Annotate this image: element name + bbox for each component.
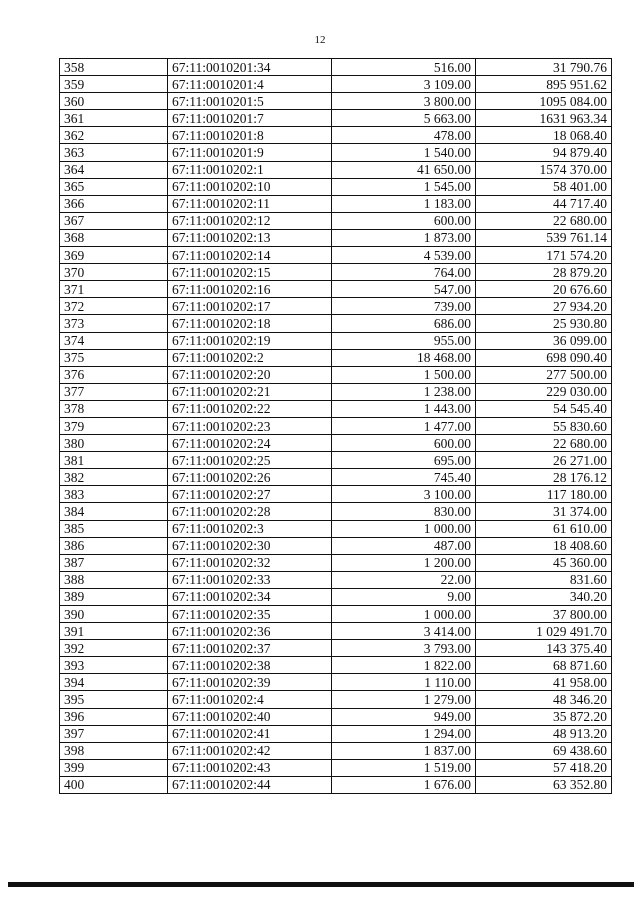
value-cell: 1095 084.00 [476, 93, 612, 110]
value-cell: 26 271.00 [476, 452, 612, 469]
table-row [60, 725, 612, 742]
table-row [60, 435, 612, 452]
value-cell: 1631 963.34 [476, 110, 612, 127]
table-row [60, 674, 612, 691]
value-cell: 35 872.20 [476, 708, 612, 725]
bottom-rule [8, 882, 634, 887]
cadastral-number-cell: 67:11:0010202:39 [168, 674, 332, 691]
area-cell: 22.00 [332, 571, 476, 588]
area-cell: 547.00 [332, 281, 476, 298]
table-row [60, 76, 612, 93]
cadastral-number-cell: 67:11:0010202:3 [168, 520, 332, 537]
value-cell: 22 680.00 [476, 212, 612, 229]
value-cell: 37 800.00 [476, 606, 612, 623]
value-cell: 117 180.00 [476, 486, 612, 503]
area-cell: 1 200.00 [332, 554, 476, 571]
cadastral-number-cell: 67:11:0010202:18 [168, 315, 332, 332]
row-number-cell: 377 [60, 383, 168, 400]
row-number-cell: 400 [60, 776, 168, 793]
row-number-cell: 388 [60, 571, 168, 588]
value-cell: 36 099.00 [476, 332, 612, 349]
cadastral-number-cell: 67:11:0010202:15 [168, 264, 332, 281]
value-cell: 68 871.60 [476, 657, 612, 674]
table-row [60, 247, 612, 264]
table-row [60, 537, 612, 554]
value-cell: 44 717.40 [476, 195, 612, 212]
cadastral-number-cell: 67:11:0010202:14 [168, 247, 332, 264]
value-cell: 55 830.60 [476, 417, 612, 434]
row-number-cell: 385 [60, 520, 168, 537]
cadastral-number-cell: 67:11:0010201:5 [168, 93, 332, 110]
cadastral-number-cell: 67:11:0010202:10 [168, 178, 332, 195]
cadastral-number-cell: 67:11:0010201:4 [168, 76, 332, 93]
area-cell: 9.00 [332, 588, 476, 605]
cadastral-number-cell: 67:11:0010202:35 [168, 606, 332, 623]
value-cell: 22 680.00 [476, 435, 612, 452]
cadastral-number-cell: 67:11:0010202:21 [168, 383, 332, 400]
cadastral-number-cell: 67:11:0010202:25 [168, 452, 332, 469]
value-cell: 28 176.12 [476, 469, 612, 486]
value-cell: 20 676.60 [476, 281, 612, 298]
table-row [60, 264, 612, 281]
cadastral-number-cell: 67:11:0010202:40 [168, 708, 332, 725]
table-row [60, 229, 612, 246]
value-cell: 27 934.20 [476, 298, 612, 315]
area-cell: 600.00 [332, 435, 476, 452]
table-row [60, 571, 612, 588]
area-cell: 1 279.00 [332, 691, 476, 708]
value-cell: 18 068.40 [476, 127, 612, 144]
table-row [60, 144, 612, 161]
cadastral-number-cell: 67:11:0010202:12 [168, 212, 332, 229]
row-number-cell: 371 [60, 281, 168, 298]
row-number-cell: 361 [60, 110, 168, 127]
row-number-cell: 380 [60, 435, 168, 452]
table-row [60, 657, 612, 674]
table-row [60, 640, 612, 657]
row-number-cell: 379 [60, 417, 168, 434]
row-number-cell: 363 [60, 144, 168, 161]
row-number-cell: 374 [60, 332, 168, 349]
value-cell: 48 913.20 [476, 725, 612, 742]
value-cell: 1574 370.00 [476, 161, 612, 178]
value-cell: 28 879.20 [476, 264, 612, 281]
area-cell: 1 540.00 [332, 144, 476, 161]
area-cell: 1 676.00 [332, 776, 476, 793]
table-row [60, 554, 612, 571]
value-cell: 54 545.40 [476, 400, 612, 417]
row-number-cell: 367 [60, 212, 168, 229]
table-row [60, 161, 612, 178]
cadastral-number-cell: 67:11:0010202:34 [168, 588, 332, 605]
cadastral-number-cell: 67:11:0010202:23 [168, 417, 332, 434]
area-cell: 600.00 [332, 212, 476, 229]
value-cell: 229 030.00 [476, 383, 612, 400]
area-cell: 3 414.00 [332, 623, 476, 640]
row-number-cell: 365 [60, 178, 168, 195]
cadastral-number-cell: 67:11:0010202:2 [168, 349, 332, 366]
cadastral-number-cell: 67:11:0010202:42 [168, 742, 332, 759]
value-cell: 831.60 [476, 571, 612, 588]
value-cell: 171 574.20 [476, 247, 612, 264]
table-row [60, 623, 612, 640]
value-cell: 895 951.62 [476, 76, 612, 93]
table-row [60, 417, 612, 434]
area-cell: 830.00 [332, 503, 476, 520]
row-number-cell: 366 [60, 195, 168, 212]
area-cell: 1 519.00 [332, 759, 476, 776]
row-number-cell: 381 [60, 452, 168, 469]
table-row [60, 332, 612, 349]
table-row [60, 383, 612, 400]
value-cell: 31 790.76 [476, 59, 612, 76]
table-row [60, 486, 612, 503]
row-number-cell: 384 [60, 503, 168, 520]
value-cell: 340.20 [476, 588, 612, 605]
table-row [60, 469, 612, 486]
row-number-cell: 386 [60, 537, 168, 554]
cadastral-number-cell: 67:11:0010202:13 [168, 229, 332, 246]
cadastral-number-cell: 67:11:0010202:20 [168, 366, 332, 383]
area-cell: 3 109.00 [332, 76, 476, 93]
cadastral-number-cell: 67:11:0010202:41 [168, 725, 332, 742]
cadastral-number-cell: 67:11:0010202:38 [168, 657, 332, 674]
row-number-cell: 369 [60, 247, 168, 264]
table-row [60, 520, 612, 537]
row-number-cell: 399 [60, 759, 168, 776]
value-cell: 25 930.80 [476, 315, 612, 332]
row-number-cell: 397 [60, 725, 168, 742]
cadastral-number-cell: 67:11:0010201:7 [168, 110, 332, 127]
area-cell: 1 477.00 [332, 417, 476, 434]
value-cell: 45 360.00 [476, 554, 612, 571]
row-number-cell: 396 [60, 708, 168, 725]
row-number-cell: 358 [60, 59, 168, 76]
value-cell: 58 401.00 [476, 178, 612, 195]
area-cell: 41 650.00 [332, 161, 476, 178]
page-number: 12 [314, 34, 326, 46]
table-row [60, 315, 612, 332]
cadastral-number-cell: 67:11:0010202:26 [168, 469, 332, 486]
value-cell: 63 352.80 [476, 776, 612, 793]
table-row [60, 349, 612, 366]
table-row [60, 178, 612, 195]
cadastral-number-cell: 67:11:0010201:34 [168, 59, 332, 76]
value-cell: 18 408.60 [476, 537, 612, 554]
area-cell: 3 793.00 [332, 640, 476, 657]
cadastral-number-cell: 67:11:0010202:37 [168, 640, 332, 657]
table-row [60, 452, 612, 469]
area-cell: 5 663.00 [332, 110, 476, 127]
row-number-cell: 372 [60, 298, 168, 315]
cadastral-number-cell: 67:11:0010202:4 [168, 691, 332, 708]
row-number-cell: 389 [60, 588, 168, 605]
row-number-cell: 387 [60, 554, 168, 571]
area-cell: 1 183.00 [332, 195, 476, 212]
cadastral-number-cell: 67:11:0010202:33 [168, 571, 332, 588]
land-plot-table [59, 58, 612, 794]
cadastral-number-cell: 67:11:0010202:28 [168, 503, 332, 520]
area-cell: 516.00 [332, 59, 476, 76]
table-row [60, 503, 612, 520]
value-cell: 1 029 491.70 [476, 623, 612, 640]
table-row [60, 127, 612, 144]
cadastral-number-cell: 67:11:0010201:9 [168, 144, 332, 161]
area-cell: 4 539.00 [332, 247, 476, 264]
cadastral-number-cell: 67:11:0010202:17 [168, 298, 332, 315]
table-row [60, 93, 612, 110]
area-cell: 1 873.00 [332, 229, 476, 246]
value-cell: 31 374.00 [476, 503, 612, 520]
table-row [60, 708, 612, 725]
row-number-cell: 362 [60, 127, 168, 144]
cadastral-number-cell: 67:11:0010202:11 [168, 195, 332, 212]
cadastral-number-cell: 67:11:0010202:16 [168, 281, 332, 298]
row-number-cell: 364 [60, 161, 168, 178]
row-number-cell: 375 [60, 349, 168, 366]
value-cell: 698 090.40 [476, 349, 612, 366]
row-number-cell: 383 [60, 486, 168, 503]
cadastral-number-cell: 67:11:0010202:43 [168, 759, 332, 776]
row-number-cell: 398 [60, 742, 168, 759]
value-cell: 41 958.00 [476, 674, 612, 691]
value-cell: 143 375.40 [476, 640, 612, 657]
area-cell: 745.40 [332, 469, 476, 486]
row-number-cell: 382 [60, 469, 168, 486]
area-cell: 764.00 [332, 264, 476, 281]
row-number-cell: 376 [60, 366, 168, 383]
area-cell: 18 468.00 [332, 349, 476, 366]
table-row [60, 59, 612, 76]
table-row [60, 110, 612, 127]
area-cell: 1 238.00 [332, 383, 476, 400]
area-cell: 695.00 [332, 452, 476, 469]
area-cell: 1 000.00 [332, 520, 476, 537]
value-cell: 539 761.14 [476, 229, 612, 246]
table-row [60, 776, 612, 793]
table-row [60, 588, 612, 605]
row-number-cell: 392 [60, 640, 168, 657]
table-body [60, 59, 612, 794]
table-row [60, 195, 612, 212]
value-cell: 57 418.20 [476, 759, 612, 776]
area-cell: 1 545.00 [332, 178, 476, 195]
cadastral-number-cell: 67:11:0010202:36 [168, 623, 332, 640]
table-row [60, 742, 612, 759]
cadastral-number-cell: 67:11:0010202:22 [168, 400, 332, 417]
value-cell: 277 500.00 [476, 366, 612, 383]
cadastral-number-cell: 67:11:0010202:19 [168, 332, 332, 349]
table-row [60, 606, 612, 623]
value-cell: 61 610.00 [476, 520, 612, 537]
area-cell: 1 443.00 [332, 400, 476, 417]
area-cell: 478.00 [332, 127, 476, 144]
row-number-cell: 390 [60, 606, 168, 623]
area-cell: 739.00 [332, 298, 476, 315]
table-row [60, 691, 612, 708]
area-cell: 949.00 [332, 708, 476, 725]
table-row [60, 366, 612, 383]
table-row [60, 400, 612, 417]
cadastral-number-cell: 67:11:0010202:44 [168, 776, 332, 793]
cadastral-number-cell: 67:11:0010202:27 [168, 486, 332, 503]
cadastral-number-cell: 67:11:0010202:24 [168, 435, 332, 452]
value-cell: 94 879.40 [476, 144, 612, 161]
value-cell: 69 438.60 [476, 742, 612, 759]
row-number-cell: 359 [60, 76, 168, 93]
row-number-cell: 378 [60, 400, 168, 417]
row-number-cell: 394 [60, 674, 168, 691]
cadastral-number-cell: 67:11:0010202:32 [168, 554, 332, 571]
table-row [60, 281, 612, 298]
cadastral-number-cell: 67:11:0010202:30 [168, 537, 332, 554]
area-cell: 3 100.00 [332, 486, 476, 503]
row-number-cell: 370 [60, 264, 168, 281]
row-number-cell: 395 [60, 691, 168, 708]
area-cell: 1 837.00 [332, 742, 476, 759]
row-number-cell: 360 [60, 93, 168, 110]
row-number-cell: 391 [60, 623, 168, 640]
cadastral-number-cell: 67:11:0010202:1 [168, 161, 332, 178]
value-cell: 48 346.20 [476, 691, 612, 708]
area-cell: 1 294.00 [332, 725, 476, 742]
table-row [60, 212, 612, 229]
area-cell: 3 800.00 [332, 93, 476, 110]
area-cell: 1 110.00 [332, 674, 476, 691]
area-cell: 1 822.00 [332, 657, 476, 674]
area-cell: 1 000.00 [332, 606, 476, 623]
area-cell: 487.00 [332, 537, 476, 554]
area-cell: 686.00 [332, 315, 476, 332]
row-number-cell: 373 [60, 315, 168, 332]
row-number-cell: 393 [60, 657, 168, 674]
row-number-cell: 368 [60, 229, 168, 246]
area-cell: 955.00 [332, 332, 476, 349]
table-row [60, 298, 612, 315]
table-row [60, 759, 612, 776]
cadastral-number-cell: 67:11:0010201:8 [168, 127, 332, 144]
area-cell: 1 500.00 [332, 366, 476, 383]
